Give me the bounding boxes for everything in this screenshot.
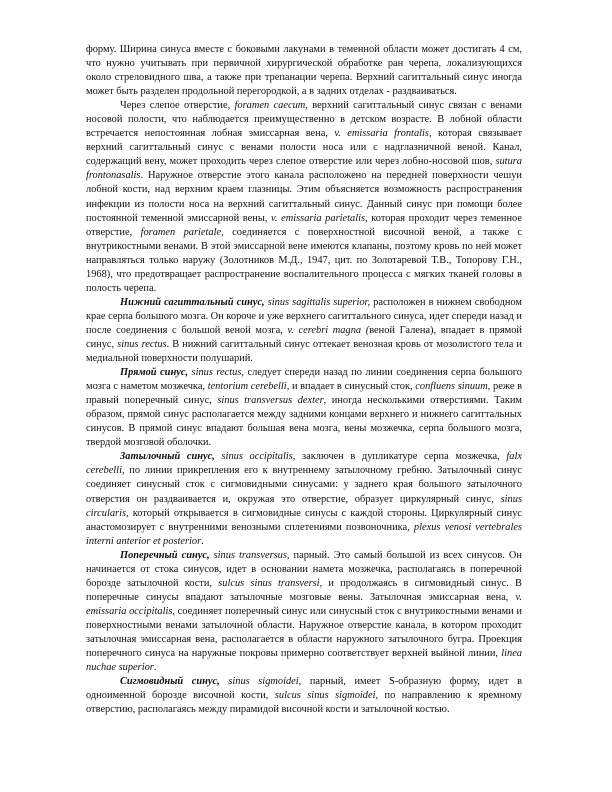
paragraph-straight-sinus	[86, 366, 522, 450]
text-run: верхний сагиттальный синус связан с венами носовой полости, что наблюдается преимущественно в детском возрасте. В лобной области встречается непостоянная лобная эмиссарная вена,	[86, 100, 522, 140]
latin-term: tentorium cerebelli	[207, 381, 287, 393]
paragraph-transverse-sinus	[86, 549, 522, 675]
text-run: .	[201, 535, 204, 547]
text-run: . Наружное отверстие этого канала расположено на передней поверхности чешуи лобной кости, над верхним краем глазницы. Этим объясняется возможность распространения инфекции из полости носа на верхний сагиттальный синус. Данный синус при помощи более постоянной теменной эмиссарной вены,	[86, 170, 522, 224]
text-run: по линии прикрепления его к внутреннему затылочному гребню. Затылочный синус соединяет синусный сток с сигмовидными синусами: у заднего края большого затылочного отверстия он раздваивается и, окружая это отверстие, образует циркулярный синус,	[86, 465, 522, 505]
text-run: парный. Это самый большой из всех синусов. Он начинается от стока синусов, идет в основании намета мозжечка, располагаясь в поперечной борозде затылочной кости,	[86, 549, 522, 589]
text-run: которая связывает верхний сагиттальный синус с венами полости носа или с надглазничной веной. Канал, содержащий вену, может проходить через слепое отверстие или через лобно-носовой шов,	[86, 128, 522, 168]
latin-term: v. emissaria frontalis,	[334, 128, 432, 140]
text-run: следует спереди назад по линии соединения серпа большого мозга с наметом мозжечка,	[86, 367, 522, 393]
latin-term: sinus circularis	[86, 493, 522, 519]
latin-term: sinus transversus,	[213, 549, 290, 561]
latin-term: v. emissaria parietalis	[271, 212, 366, 224]
text-run: . В нижний сагиттальный синус оттекает венозная кровь от мозолистого тела и медиальной поверхности полушарий.	[86, 338, 522, 365]
text-run: заключен в дупликатуре серпа мозжечка,	[295, 451, 507, 463]
term-heading: Прямой синус,	[120, 367, 189, 379]
latin-term: sinus rectus	[117, 338, 167, 350]
text-run: , которая проходит через теменное отверстие,	[86, 212, 522, 238]
term-heading: Нижний сагиттальный синус,	[120, 296, 265, 308]
paragraph-inferior-sagittal-sinus	[86, 296, 522, 366]
latin-term: sinus sigmoidei,	[228, 676, 302, 688]
text-run: форму. Ширина синуса вместе с боковыми лакунами в теменной области может достигать 4 см, что нужно учитывать при первичной хирургической обработке ран черепа, локализующихся около стреловидного шва, а также при трепанации черепа. Верхний сагиттальный синус иногда может быть разделен продольной перегородкой, а в задних отделах - раздваиваться.	[86, 44, 522, 98]
term-heading: Поперечный синус,	[120, 549, 210, 561]
text-run	[215, 451, 222, 462]
latin-term: plexus venosi vertebrales interni anterior et posterior	[86, 521, 523, 547]
latin-term: falx cerebelli,	[86, 451, 522, 477]
text-run: соединяет поперечный синус или синусный сток с внутрикостными венами и поверхностными венами затылочной области. Наружное отверстие канала, в котором проходит затылочная эмиссарная вена, располагается в области наружного затылочного бугра. Проекция поперечного синуса на наружные покровы примерно соответствует верхней выйной линии,	[86, 605, 522, 660]
text-run: веной Галена), впадает в прямой синус,	[86, 324, 522, 350]
text-run: Через слепое отверстие,	[120, 100, 235, 112]
paragraph-sinus-width	[86, 43, 522, 99]
text-run: , и продолжаясь в сигмовидный синус. В поперечные синусы впадают затылочные мозговые вены. Затылочная эмиссарная вена,	[86, 577, 522, 603]
text-run: расположен в нижнем свободном крае серпа большого мозга. Он короче и уже верхнего сагиттального синуса, идет спереди назад и после соединения с большой веной мозга,	[86, 296, 523, 336]
text-run: по направлению к яремному отверстию, располагаясь между пирамидой височной кости и затылочной костью.	[86, 690, 522, 716]
latin-term: foramen parietale,	[140, 226, 224, 238]
latin-term: sinus rectus,	[191, 367, 244, 379]
latin-term: sulcus sinus sigmoidei,	[274, 690, 379, 702]
text-run: соединяется с поверхностной височной веной, а также с внутрикостными венами. В этой эмиссарной вене имеются клапаны, поэтому кровь по ней может направляться только наружу (Золотников М.Д., 1947, цит. по Золотаревой Т.В., Топорову Г.Н., 1968), что предотвращает распространение воспалительного процесса с мягких тканей головы в полость черепа.	[86, 226, 523, 294]
latin-term: confluens sinuum	[415, 381, 488, 393]
latin-term: linea nuchae superior	[86, 648, 522, 674]
term-heading: Сигмовидный синус,	[120, 676, 220, 688]
latin-term: sulcus sinus transversi	[218, 577, 320, 589]
document-page	[86, 43, 522, 717]
text-run: , иногда несколькими отверстиями. Таким образом, прямой синус располагается между задними концами верхнего и нижнего сагиттальных синусов. В прямой синус впадают большая вена мозга, вены мозжечка, серпа большого мозга, твердой мозговой оболочки.	[86, 395, 522, 449]
text-run: .	[153, 662, 157, 674]
text-run: , реже в правый поперечный синус,	[86, 381, 523, 407]
paragraph-foramen-caecum	[86, 99, 522, 296]
text-run: , и впадает в синусный сток,	[286, 381, 416, 393]
latin-term: sinus occipitalis,	[221, 451, 296, 463]
latin-term: v. emissaria occipitalis,	[86, 591, 522, 617]
paragraph-occipital-sinus	[86, 450, 522, 548]
latin-term: sutura frontonasalis	[86, 156, 522, 182]
paragraph-sigmoid-sinus	[86, 675, 522, 717]
latin-term: foramen caecum,	[234, 100, 308, 112]
latin-term: sinus transversus dexter	[217, 395, 324, 407]
latin-term: sinus sagittalis superior,	[267, 296, 371, 308]
term-heading: Затылочный синус,	[120, 451, 215, 463]
text-run: парный, имеет S-образную форму, идет в одноименной борозде височной кости,	[86, 676, 522, 702]
latin-term: v. cerebri magna (	[287, 324, 370, 336]
text-run: , который открывается в сигмовидные синусы с каждой стороны. Циркулярный синус анастомозирует с внутренними венозными сплетениями позвоночника,	[86, 507, 522, 533]
